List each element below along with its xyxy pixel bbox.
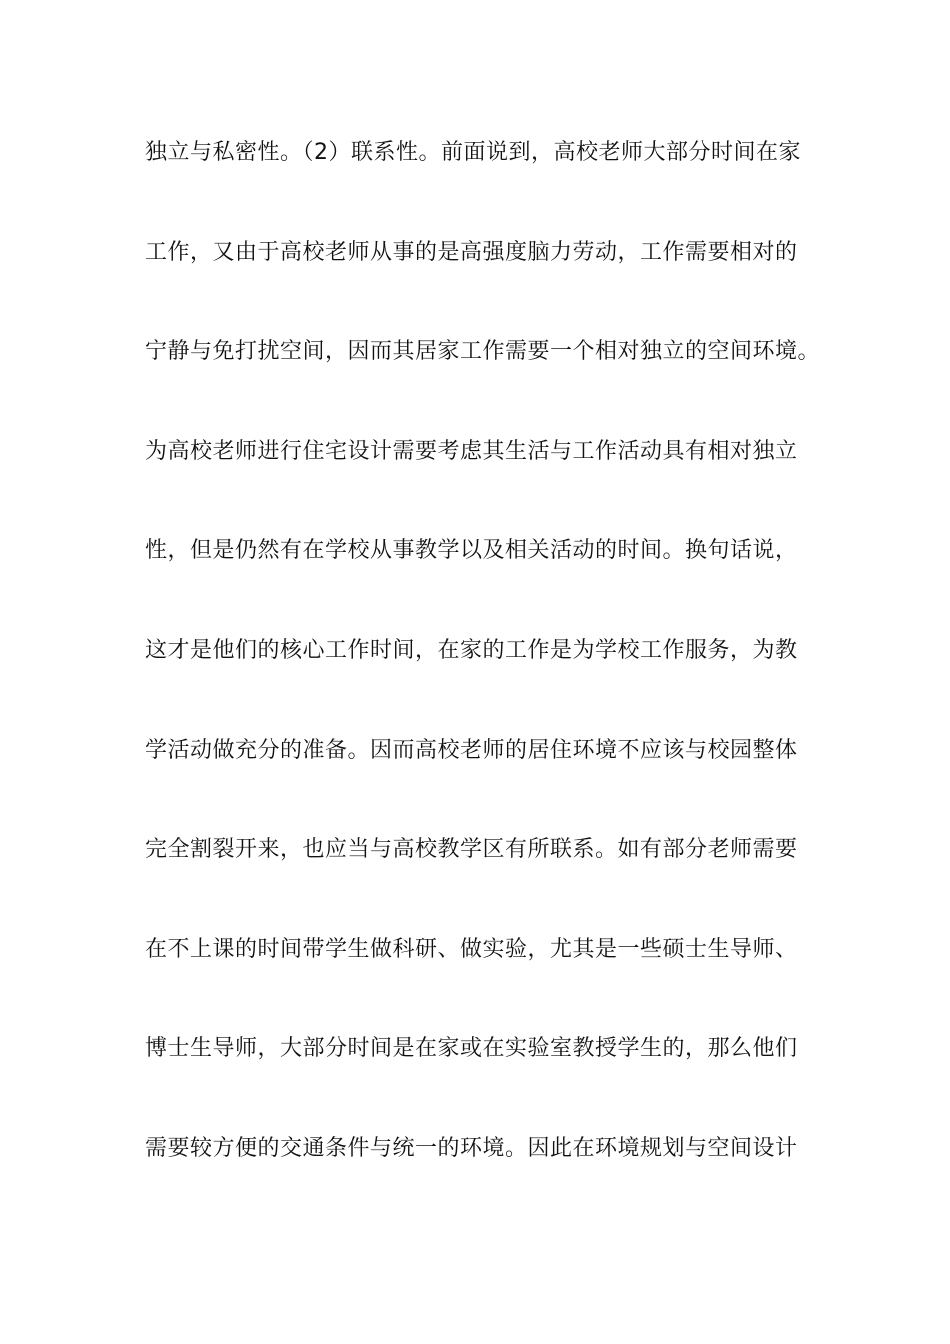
text-line: 性，但是仍然有在学校从事教学以及相关活动的时间。换句话说， [145, 538, 798, 564]
text-line: 完全割裂开来，也应当与高校教学区有所联系。如有部分老师需要 [145, 837, 798, 863]
body-text [145, 128, 825, 1224]
text-line: 在不上课的时间带学生做科研、做实验，尤其是一些硕士生导师、 [145, 936, 798, 962]
text-line: 独立与私密性。（2）联系性。前面说到，高校老师大部分时间在家 [145, 140, 801, 165]
text-line: 工作，又由于高校老师从事的是高强度脑力劳动，工作需要相对的 [145, 239, 798, 265]
text-line: 宁静与免打扰空间，因而其居家工作需要一个相对独立的空间环境。 [145, 339, 821, 365]
text-line: 需要较方便的交通条件与统一的环境。因此在环境规划与空间设计 [145, 1135, 798, 1161]
text-line: 这才是他们的核心工作时间，在家的工作是为学校工作服务，为教 [145, 637, 798, 663]
text-line: 博士生导师，大部分时间是在家或在实验室教授学生的，那么他们 [145, 1036, 798, 1062]
text-line: 学活动做充分的准备。因而高校老师的居住环境不应该与校园整体 [145, 737, 798, 763]
text-line: 为高校老师进行住宅设计需要考虑其生活与工作活动具有相对独立 [145, 438, 798, 464]
